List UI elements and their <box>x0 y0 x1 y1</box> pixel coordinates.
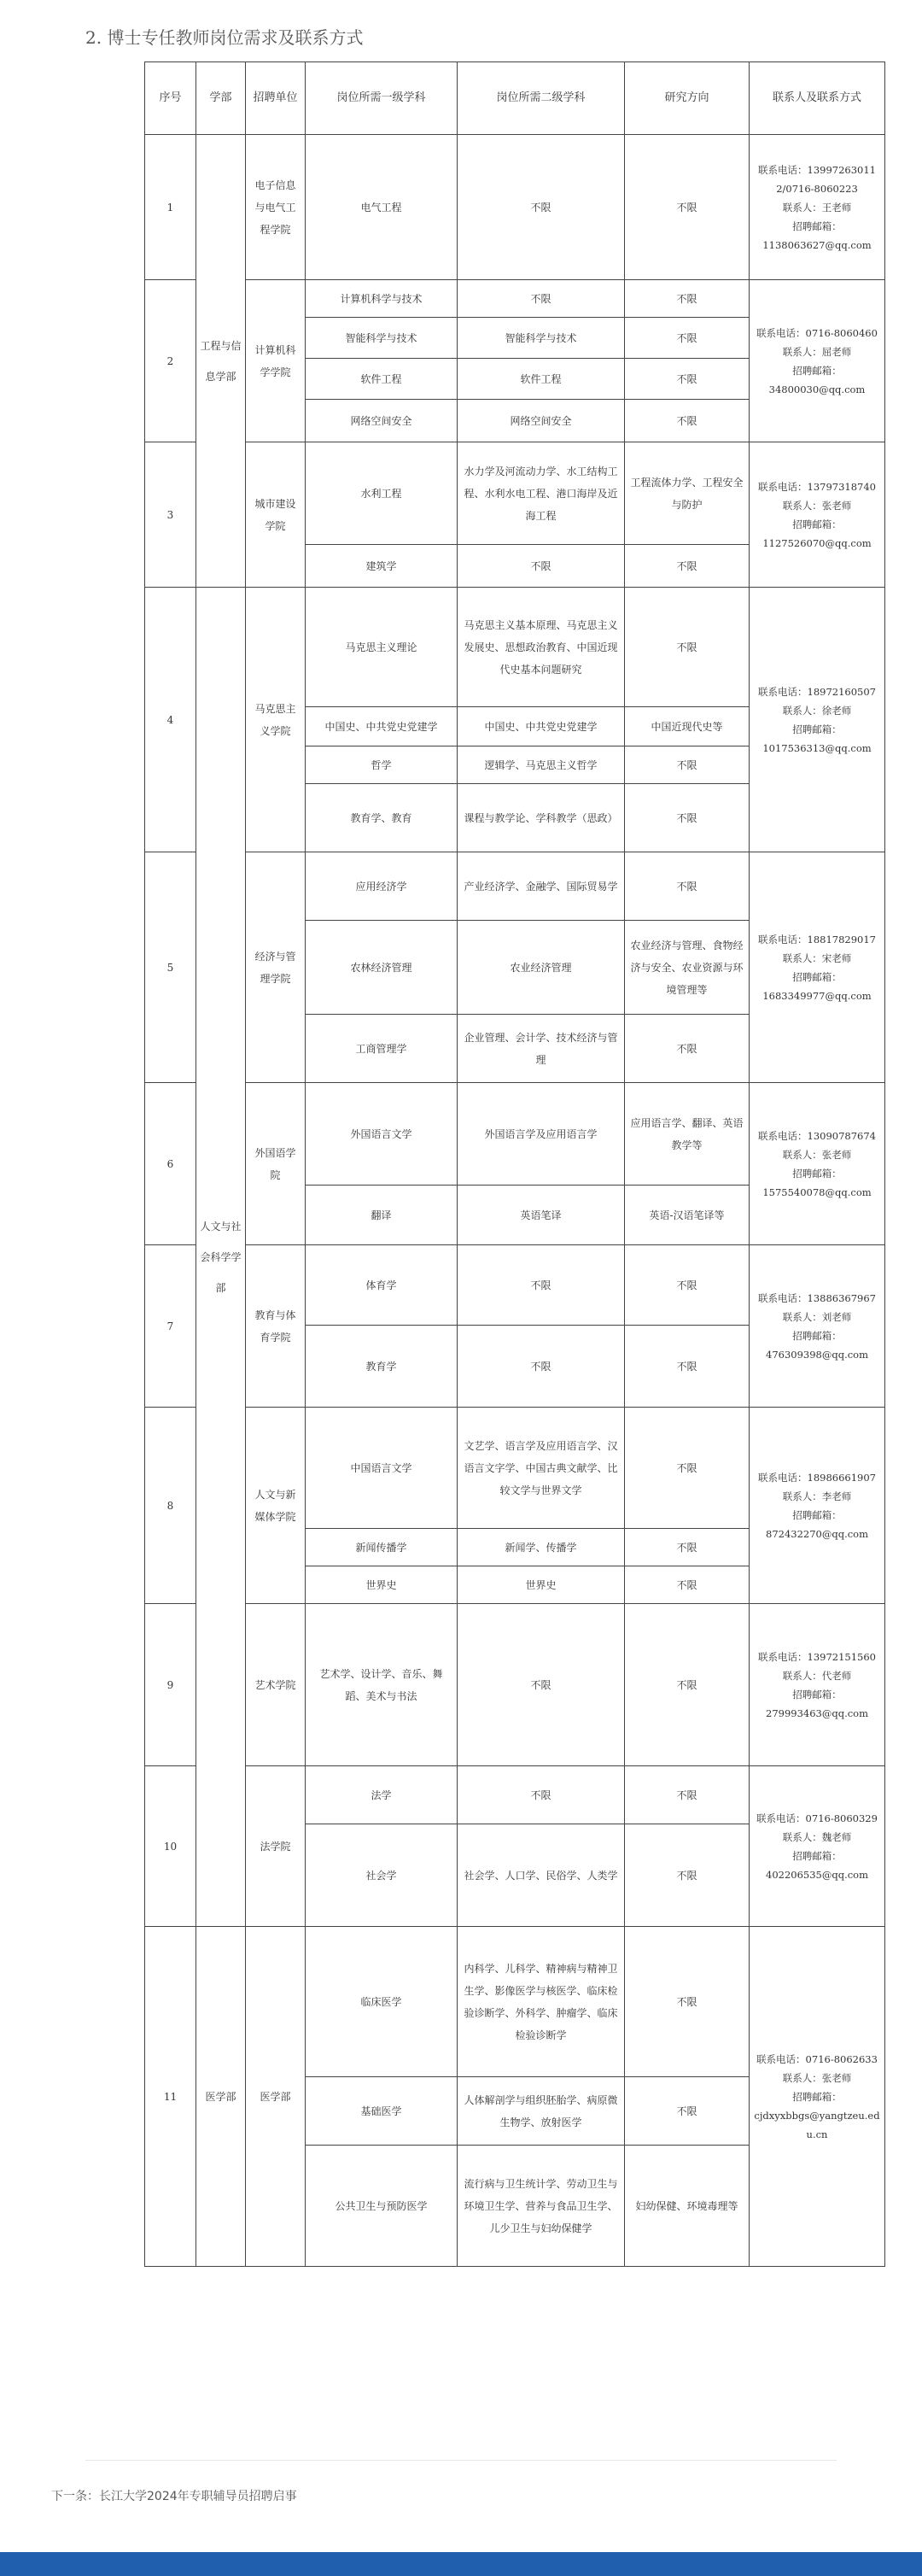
first-discipline: 体育学 <box>306 1245 458 1326</box>
second-discipline: 不限 <box>458 1326 625 1408</box>
contact-email[interactable]: 872432270@qq.com <box>766 1527 868 1540</box>
table-row <box>145 442 885 545</box>
row-number: 11 <box>145 1927 196 2267</box>
contact-email-label: 招聘邮箱： <box>792 2090 842 2103</box>
unit-cell: 人文与新媒体学院 <box>246 1408 306 1604</box>
research-direction: 不限 <box>625 784 750 852</box>
contact-phone: 联系电话：13972151560 <box>758 1650 876 1663</box>
contact-phone: 联系电话：18972160507 <box>758 685 876 698</box>
divider <box>85 2460 837 2461</box>
first-discipline: 艺术学、设计学、音乐、舞蹈、美术与书法 <box>306 1604 458 1766</box>
second-discipline: 企业管理、会计学、技术经济与管理 <box>458 1015 625 1083</box>
second-discipline: 不限 <box>458 1766 625 1824</box>
first-discipline: 新闻传播学 <box>306 1529 458 1566</box>
second-discipline: 智能科学与技术 <box>458 318 625 359</box>
research-direction: 应用语言学、翻译、英语教学等 <box>625 1083 750 1186</box>
contact-cell <box>750 280 885 442</box>
research-direction: 工程流体力学、工程安全与防护 <box>625 442 750 545</box>
unit-cell: 经济与管理学院 <box>246 852 306 1083</box>
next-article-link[interactable]: 长江大学2024年专职辅导员招聘启事 <box>99 2490 297 2503</box>
first-discipline: 教育学、教育 <box>306 784 458 852</box>
research-direction: 不限 <box>625 280 750 318</box>
unit-cell: 法学院 <box>246 1766 306 1927</box>
research-direction: 不限 <box>625 746 750 784</box>
table-row <box>145 852 885 921</box>
unit-cell: 马克思主义学院 <box>246 588 306 852</box>
table-row <box>145 280 885 318</box>
contact-phone: 联系电话：13886367967 <box>758 1291 876 1304</box>
research-direction: 不限 <box>625 1326 750 1408</box>
row-number: 3 <box>145 442 196 588</box>
table-row <box>145 1927 885 2077</box>
second-discipline: 软件工程 <box>458 359 625 400</box>
contact-email-label: 招聘邮箱： <box>792 723 842 735</box>
contact-person: 联系人：张老师 <box>782 499 852 512</box>
unit-cell: 外国语学院 <box>246 1083 306 1245</box>
second-discipline: 英语笔译 <box>458 1186 625 1245</box>
division-cell: 人文与社会科学学部 <box>196 588 246 1927</box>
second-discipline: 新闻学、传播学 <box>458 1529 625 1566</box>
second-discipline: 人体解剖学与组织胚胎学、病原微生物学、放射医学 <box>458 2077 625 2146</box>
col-header-research: 研究方向 <box>625 62 750 135</box>
first-discipline: 农林经济管理 <box>306 921 458 1015</box>
contact-email[interactable]: 1138063627@qq.com <box>762 238 872 251</box>
contact-email[interactable]: 1683349977@qq.com <box>762 989 872 1002</box>
contact-email[interactable]: 476309398@qq.com <box>766 1348 868 1361</box>
first-discipline: 中国史、中共党史党建学 <box>306 707 458 746</box>
second-discipline: 文艺学、语言学及应用语言学、汉语言文字学、中国古典文献学、比较文学与世界文学 <box>458 1408 625 1529</box>
row-number: 10 <box>145 1766 196 1927</box>
unit-cell: 教育与体育学院 <box>246 1245 306 1408</box>
contact-person: 联系人：魏老师 <box>782 1830 852 1843</box>
contact-email-label: 招聘邮箱： <box>792 1508 842 1521</box>
second-discipline: 网络空间安全 <box>458 400 625 442</box>
next-prefix: 下一条： <box>51 2490 99 2503</box>
first-discipline: 电气工程 <box>306 135 458 280</box>
table-row <box>145 135 885 280</box>
research-direction: 不限 <box>625 545 750 588</box>
contact-email-label: 招聘邮箱： <box>792 518 842 530</box>
first-discipline: 软件工程 <box>306 359 458 400</box>
second-discipline: 世界史 <box>458 1566 625 1604</box>
table-row <box>145 1766 885 1824</box>
contact-person: 联系人：王老师 <box>782 201 852 214</box>
unit-cell: 艺术学院 <box>246 1604 306 1766</box>
contact-phone: 联系电话：0716-8062633 <box>756 2052 878 2065</box>
unit-cell: 电子信息与电气工程学院 <box>246 135 306 280</box>
research-direction: 不限 <box>625 1408 750 1529</box>
contact-person: 联系人：屈老师 <box>782 345 852 358</box>
research-direction: 不限 <box>625 852 750 921</box>
research-direction: 妇幼保健、环境毒理等 <box>625 2146 750 2267</box>
division-cell: 工程与信息学部 <box>196 135 246 588</box>
research-direction: 不限 <box>625 400 750 442</box>
second-discipline: 产业经济学、金融学、国际贸易学 <box>458 852 625 921</box>
contact-person: 联系人：宋老师 <box>782 951 852 964</box>
second-discipline: 内科学、儿科学、精神病与精神卫生学、影像医学与核医学、临床检验诊断学、外科学、肿瘤学、临床检验诊断学 <box>458 1927 625 2077</box>
second-discipline: 课程与教学论、学科教学（思政） <box>458 784 625 852</box>
contact-phone: 联系电话：18986661907 <box>758 1471 876 1484</box>
positions-table <box>144 61 885 2267</box>
contact-person: 联系人：徐老师 <box>782 704 852 717</box>
first-discipline: 马克思主义理论 <box>306 588 458 707</box>
col-header-unit: 招聘单位 <box>246 62 306 135</box>
division-cell: 医学部 <box>196 1927 246 2267</box>
first-discipline: 哲学 <box>306 746 458 784</box>
table-row <box>145 1408 885 1529</box>
contact-phone: 联系电话：13797318740 <box>758 480 876 493</box>
first-discipline: 公共卫生与预防医学 <box>306 2146 458 2267</box>
contact-phone: 联系电话：13090787674 <box>758 1129 876 1142</box>
contact-email[interactable]: cjdxyxbbgs@yangtzeu.edu.cn <box>754 2109 880 2140</box>
contact-email-label: 招聘邮箱： <box>792 1167 842 1180</box>
col-header-dept: 学部 <box>196 62 246 135</box>
second-discipline: 不限 <box>458 1604 625 1766</box>
research-direction: 不限 <box>625 318 750 359</box>
footer-bar <box>0 2552 922 2576</box>
research-direction: 中国近现代史等 <box>625 707 750 746</box>
research-direction: 不限 <box>625 1566 750 1604</box>
second-discipline: 逻辑学、马克思主义哲学 <box>458 746 625 784</box>
second-discipline: 外国语言学及应用语言学 <box>458 1083 625 1186</box>
contact-person: 联系人：李老师 <box>782 1490 852 1502</box>
contact-cell <box>750 135 885 280</box>
first-discipline: 翻译 <box>306 1186 458 1245</box>
row-number: 9 <box>145 1604 196 1766</box>
contact-phone: 联系电话：18817829017 <box>758 933 876 946</box>
contact-email-label: 招聘邮箱： <box>792 970 842 983</box>
contact-phone: 联系电话：13997263011 2/0716-8060223 <box>758 163 876 195</box>
first-discipline: 建筑学 <box>306 545 458 588</box>
contact-email[interactable]: 34800030@qq.com <box>768 383 866 395</box>
row-number: 2 <box>145 280 196 442</box>
second-discipline: 水力学及河流动力学、水工结构工程、水利水电工程、港口海岸及近海工程 <box>458 442 625 545</box>
contact-cell <box>750 1927 885 2267</box>
table-row <box>145 1083 885 1186</box>
contact-cell <box>750 442 885 588</box>
research-direction: 不限 <box>625 588 750 707</box>
second-discipline: 不限 <box>458 545 625 588</box>
first-discipline: 网络空间安全 <box>306 400 458 442</box>
contact-cell <box>750 1766 885 1927</box>
unit-cell: 医学部 <box>246 1927 306 2267</box>
contact-email[interactable]: 279993463@qq.com <box>766 1707 868 1719</box>
contact-email-label: 招聘邮箱： <box>792 364 842 377</box>
research-direction: 不限 <box>625 1604 750 1766</box>
col-header-second: 岗位所需二级学科 <box>458 62 625 135</box>
contact-person: 联系人：张老师 <box>782 1148 852 1161</box>
research-direction: 不限 <box>625 1529 750 1566</box>
section-heading: 2. 博士专任教师岗位需求及联系方式 <box>85 27 364 48</box>
contact-cell <box>750 588 885 852</box>
contact-cell <box>750 1083 885 1245</box>
contact-cell <box>750 852 885 1083</box>
contact-email-label: 招聘邮箱： <box>792 1688 842 1701</box>
first-discipline: 计算机科学与技术 <box>306 280 458 318</box>
first-discipline: 社会学 <box>306 1824 458 1927</box>
row-number: 4 <box>145 588 196 852</box>
col-header-first: 岗位所需一级学科 <box>306 62 458 135</box>
research-direction: 不限 <box>625 1245 750 1326</box>
second-discipline: 不限 <box>458 1245 625 1326</box>
research-direction: 不限 <box>625 1824 750 1927</box>
second-discipline: 不限 <box>458 135 625 280</box>
first-discipline: 智能科学与技术 <box>306 318 458 359</box>
research-direction: 不限 <box>625 359 750 400</box>
contact-person: 联系人：代老师 <box>782 1669 852 1682</box>
research-direction: 不限 <box>625 1766 750 1824</box>
second-discipline: 马克思主义基本原理、马克思主义发展史、思想政治教育、中国近现代史基本问题研究 <box>458 588 625 707</box>
contact-person: 联系人：张老师 <box>782 2071 852 2084</box>
contact-cell <box>750 1245 885 1408</box>
contact-person: 联系人：刘老师 <box>782 1310 852 1323</box>
contact-email[interactable]: 1127526070@qq.com <box>762 536 872 549</box>
contact-phone: 联系电话：0716-8060460 <box>756 326 878 339</box>
table-header-row <box>145 62 885 135</box>
contact-email-label: 招聘邮箱： <box>792 1849 842 1862</box>
research-direction: 不限 <box>625 2077 750 2146</box>
first-discipline: 中国语言文学 <box>306 1408 458 1529</box>
row-number: 1 <box>145 135 196 280</box>
table-row <box>145 588 885 707</box>
unit-cell: 计算机科学学院 <box>246 280 306 442</box>
first-discipline: 法学 <box>306 1766 458 1824</box>
col-header-no: 序号 <box>145 62 196 135</box>
first-discipline: 工商管理学 <box>306 1015 458 1083</box>
row-number: 7 <box>145 1245 196 1408</box>
second-discipline: 不限 <box>458 280 625 318</box>
first-discipline: 世界史 <box>306 1566 458 1604</box>
second-discipline: 社会学、人口学、民俗学、人类学 <box>458 1824 625 1927</box>
contact-email-label: 招聘邮箱： <box>792 220 842 232</box>
contact-email[interactable]: 1575540078@qq.com <box>762 1186 872 1198</box>
research-direction: 英语-汉语笔译等 <box>625 1186 750 1245</box>
research-direction: 不限 <box>625 135 750 280</box>
first-discipline: 应用经济学 <box>306 852 458 921</box>
col-header-contact: 联系人及联系方式 <box>750 62 885 135</box>
second-discipline: 中国史、中共党史党建学 <box>458 707 625 746</box>
table-row <box>145 1604 885 1766</box>
contact-cell <box>750 1604 885 1766</box>
research-direction: 不限 <box>625 1015 750 1083</box>
second-discipline: 流行病与卫生统计学、劳动卫生与环境卫生学、营养与食品卫生学、儿少卫生与妇幼保健学 <box>458 2146 625 2267</box>
contact-cell <box>750 1408 885 1604</box>
first-discipline: 教育学 <box>306 1326 458 1408</box>
first-discipline: 水利工程 <box>306 442 458 545</box>
table-row <box>145 1245 885 1326</box>
row-number: 6 <box>145 1083 196 1245</box>
first-discipline: 外国语言文学 <box>306 1083 458 1186</box>
contact-email[interactable]: 1017536313@qq.com <box>762 741 872 754</box>
contact-email[interactable]: 402206535@qq.com <box>766 1868 868 1881</box>
row-number: 5 <box>145 852 196 1083</box>
contact-email-label: 招聘邮箱： <box>792 1329 842 1342</box>
row-number: 8 <box>145 1408 196 1604</box>
first-discipline: 临床医学 <box>306 1927 458 2077</box>
research-direction: 农业经济与管理、食物经济与安全、农业资源与环境管理等 <box>625 921 750 1015</box>
next-article-nav <box>51 2487 297 2504</box>
second-discipline: 农业经济管理 <box>458 921 625 1015</box>
unit-cell: 城市建设学院 <box>246 442 306 588</box>
research-direction: 不限 <box>625 1927 750 2077</box>
contact-phone: 联系电话：0716-8060329 <box>756 1812 878 1824</box>
first-discipline: 基础医学 <box>306 2077 458 2146</box>
